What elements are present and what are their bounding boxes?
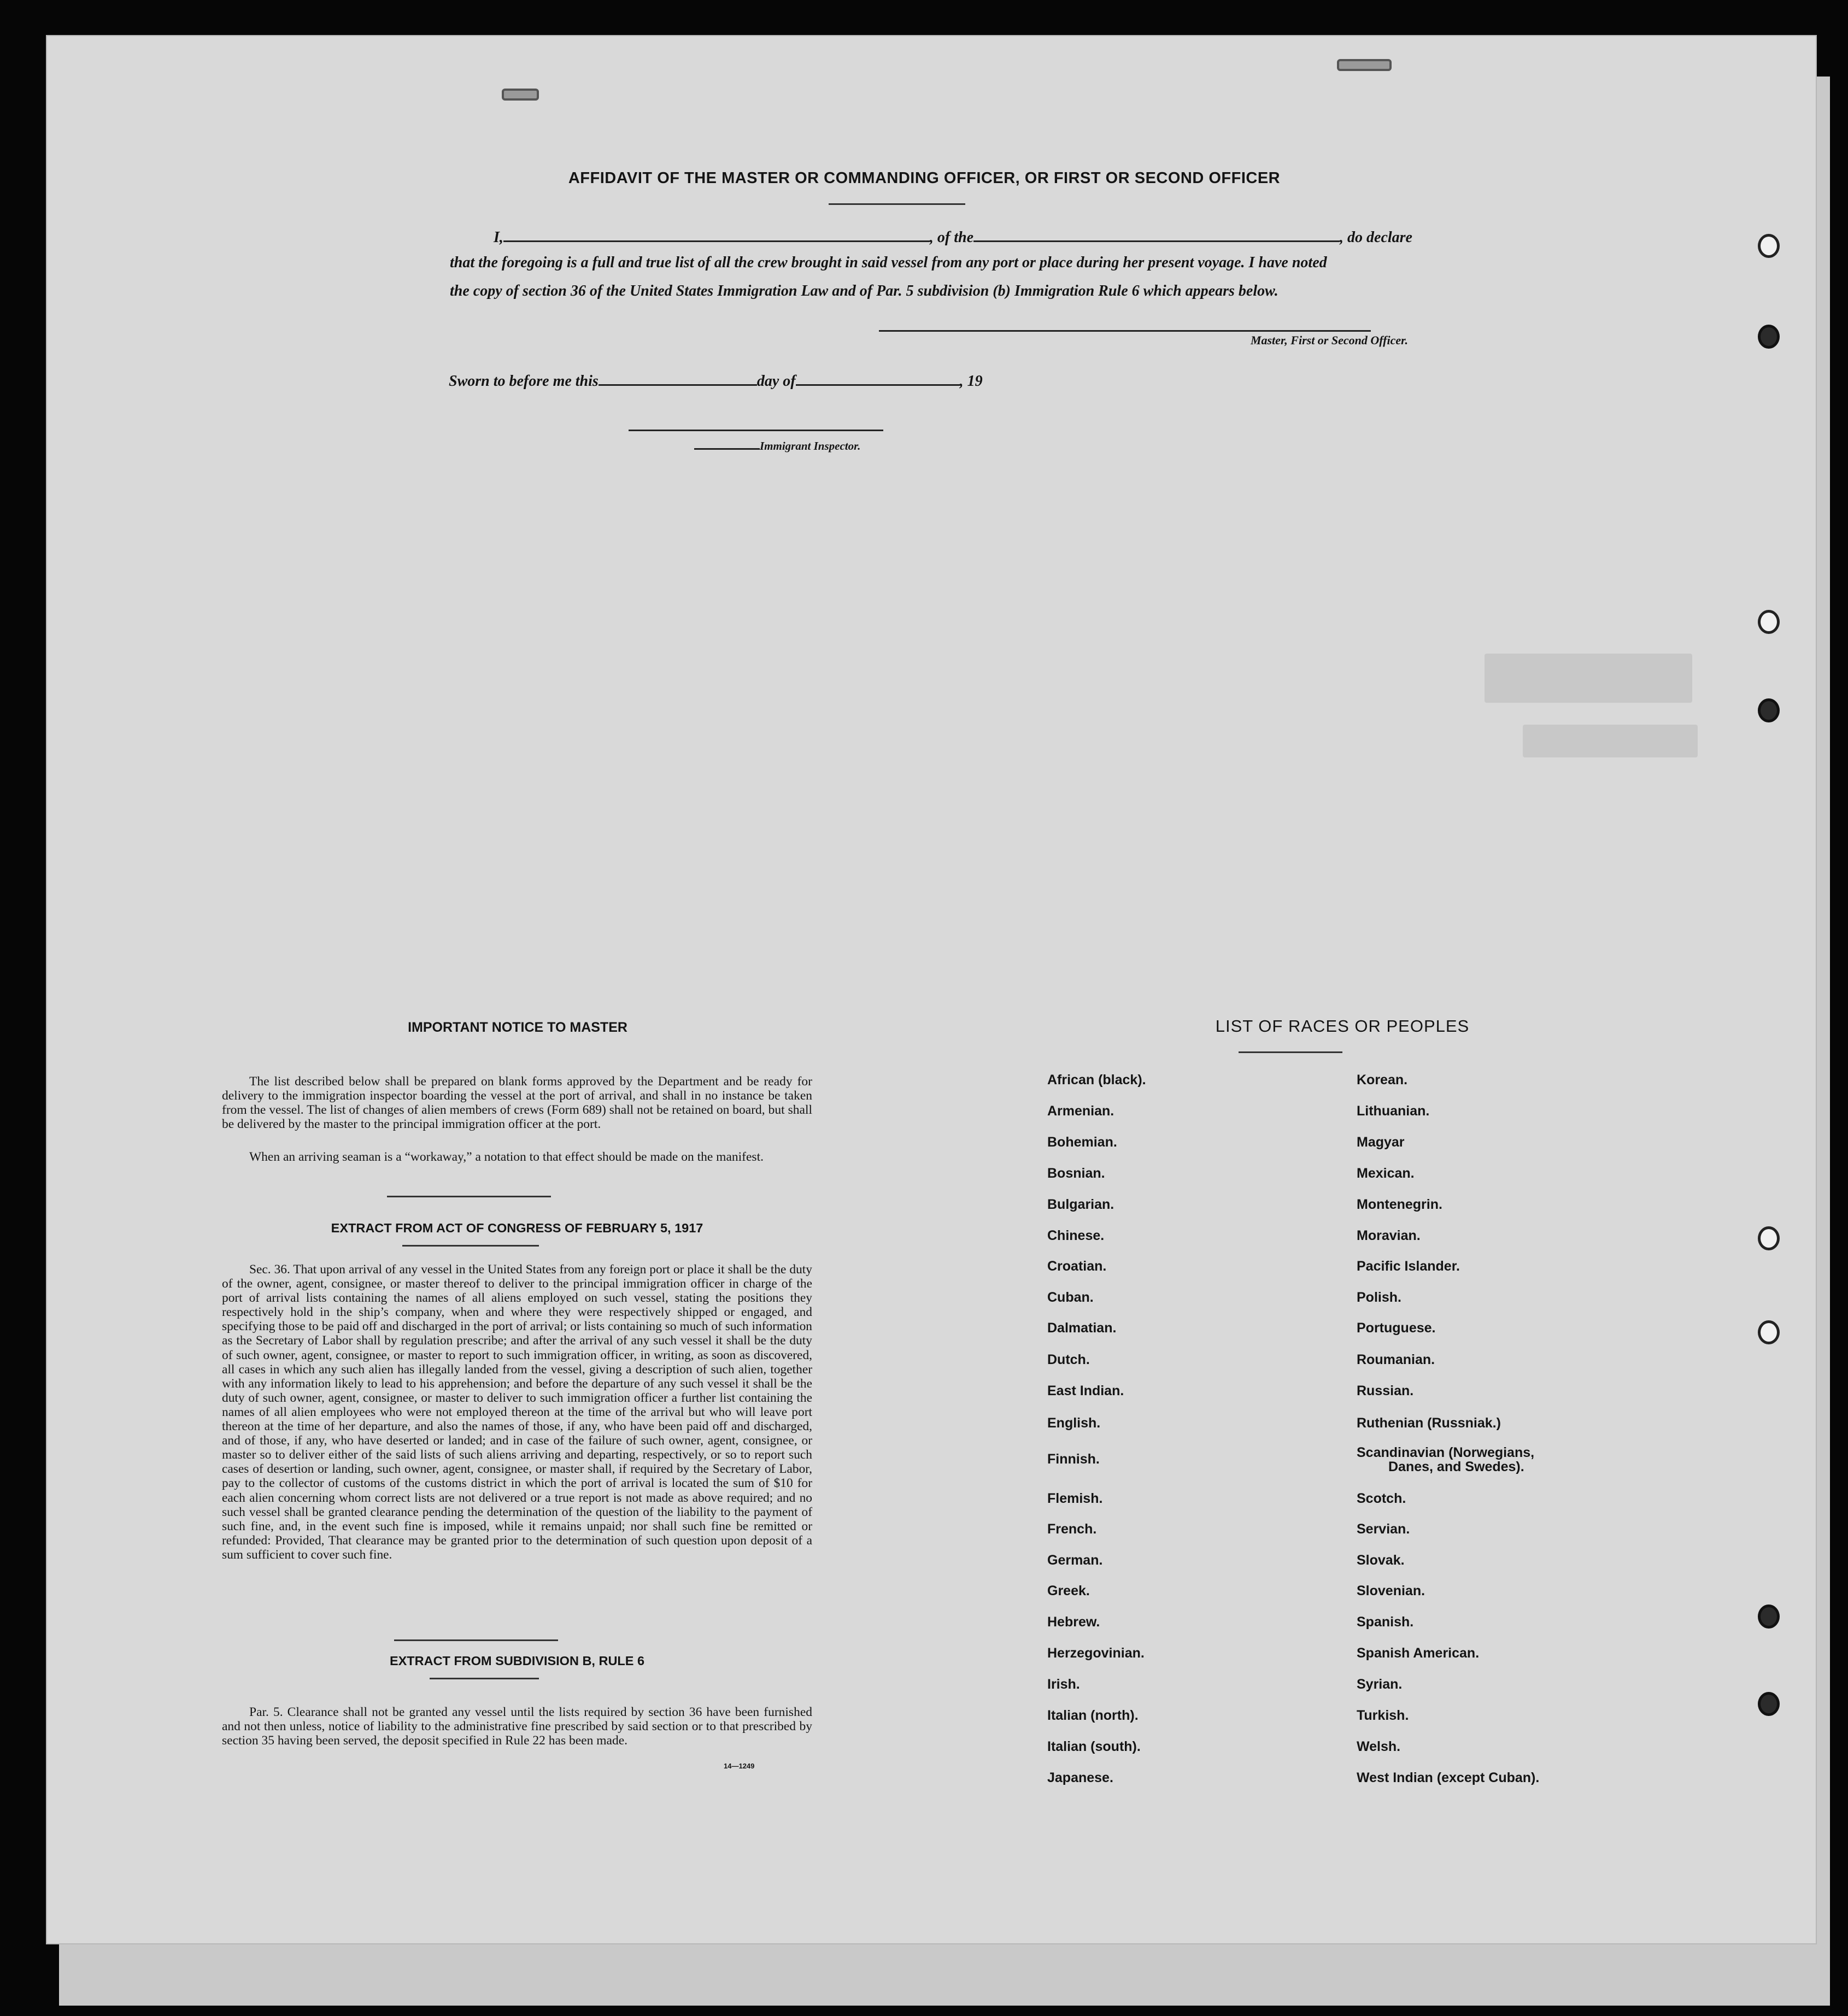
vessel-blank[interactable] — [973, 240, 1340, 242]
race-item: Russian. — [1357, 1383, 1414, 1398]
race-item: Slovak. — [1357, 1553, 1405, 1568]
binder-hole — [1758, 1604, 1780, 1629]
bleed-through-smudge — [1523, 725, 1698, 757]
officer-signature-caption: Master, First or Second Officer. — [1250, 333, 1408, 347]
race-item: African (black). — [1047, 1072, 1146, 1088]
act-extract-title: EXTRACT FROM ACT OF CONGRESS OF FEBRUARY 5, 1917 — [331, 1221, 703, 1235]
race-item: Bosnian. — [1047, 1166, 1105, 1181]
race-item: Japanese. — [1047, 1770, 1113, 1785]
bleed-through-smudge — [1485, 654, 1692, 703]
sworn-day-label: day of — [756, 373, 796, 390]
act-extract-divider — [394, 1639, 558, 1641]
name-blank[interactable] — [503, 240, 930, 242]
race-item: Spanish. — [1357, 1614, 1414, 1630]
notice-paragraph-2: When an arriving seaman is a “workaway,” a notation to that effect should be made on the manifest. — [249, 1150, 764, 1164]
race-item: Croatian. — [1047, 1259, 1107, 1274]
binder-hole — [1758, 1320, 1780, 1344]
affidavit-declare-label: , do declare — [1340, 229, 1412, 246]
race-item: Welsh. — [1357, 1739, 1401, 1754]
form-number: 14—1249 — [724, 1762, 755, 1770]
manifest-page — [47, 36, 1816, 1943]
notice-divider — [387, 1196, 551, 1197]
race-item: Portuguese. — [1357, 1320, 1436, 1336]
race-item: German. — [1047, 1553, 1103, 1568]
affidavit-line-2: that the foregoing is a full and true list of all the crew brought in said vessel from any port or place during her present voyage. I have noted — [450, 254, 1327, 271]
sworn-year-label: , 19 — [959, 373, 983, 390]
race-item: Bohemian. — [1047, 1135, 1117, 1150]
race-item: Bulgarian. — [1047, 1197, 1114, 1212]
inspector-signature-line[interactable] — [629, 430, 883, 431]
act-extract-rule — [402, 1245, 539, 1247]
affidavit-line-3: the copy of section 36 of the United States Immigration Law and of Par. 5 subdivision (b) Immigration Rule 6 which appears below. — [450, 283, 1278, 299]
race-item: Magyar — [1357, 1135, 1405, 1150]
race-item: Spanish American. — [1357, 1645, 1480, 1661]
race-item: Cuban. — [1047, 1290, 1094, 1305]
race-item: Lithuanian. — [1357, 1103, 1430, 1119]
race-item: Polish. — [1357, 1290, 1401, 1305]
affidavit-declaration — [450, 223, 1445, 306]
race-item: Scotch. — [1357, 1491, 1406, 1506]
race-item: Herzegovinian. — [1047, 1645, 1145, 1661]
binder-hole — [1758, 1226, 1780, 1250]
sworn-month-blank[interactable] — [796, 384, 960, 386]
race-item: Chinese. — [1047, 1228, 1105, 1243]
race-item: West Indian (except Cuban). — [1357, 1770, 1540, 1785]
race-item: Moravian. — [1357, 1228, 1421, 1243]
binder-hole — [1758, 610, 1780, 634]
sworn-date-blank[interactable] — [599, 384, 757, 386]
race-item: English. — [1047, 1415, 1101, 1431]
binder-hole — [1758, 698, 1780, 722]
inspector-caption-rule — [694, 448, 760, 450]
race-item: Roumanian. — [1357, 1352, 1435, 1367]
race-item: Dalmatian. — [1047, 1320, 1117, 1336]
race-item: Flemish. — [1047, 1491, 1103, 1506]
race-item: East Indian. — [1047, 1383, 1124, 1398]
affidavit-of-the-label: , of the — [929, 229, 974, 246]
race-item: Turkish. — [1357, 1708, 1409, 1723]
race-item: French. — [1047, 1521, 1097, 1537]
sworn-line — [449, 373, 983, 390]
paper-clip-left — [502, 89, 539, 101]
notice-paragraph-1: The list described below shall be prepared on blank forms approved by the Department and be ready for delivery to the immigration inspector boarding the vessel at the port of arrival, and shall in no instance be taken from the vessel. The list of changes of alien members of crews (Form 689) shall not be retained on board, but shall be delivered by the master to the principal immigration officer at the port. — [222, 1074, 812, 1131]
race-item: Mexican. — [1357, 1166, 1415, 1181]
race-item: Ruthenian (Russniak.) — [1357, 1415, 1501, 1431]
binder-hole — [1758, 234, 1780, 258]
affidavit-title: AFFIDAVIT OF THE MASTER OR COMMANDING OFFICER, OR FIRST OR SECOND OFFICER — [568, 169, 1281, 187]
race-item: Servian. — [1357, 1521, 1410, 1537]
binder-hole — [1758, 325, 1780, 349]
race-item: Pacific Islander. — [1357, 1259, 1460, 1274]
race-item: Syrian. — [1357, 1677, 1403, 1692]
race-item: Slovenian. — [1357, 1583, 1425, 1598]
race-item: Hebrew. — [1047, 1614, 1100, 1630]
officer-signature-line[interactable] — [879, 330, 1371, 332]
race-item: Greek. — [1047, 1583, 1090, 1598]
race-item: Scandinavian (Norwegians, — [1357, 1445, 1535, 1460]
race-item: Danes, and Swedes). — [1388, 1459, 1524, 1474]
race-item: Korean. — [1357, 1072, 1408, 1088]
inspector-caption: Immigrant Inspector. — [760, 439, 861, 452]
races-title-rule — [1239, 1051, 1342, 1053]
race-item: Dutch. — [1047, 1352, 1090, 1367]
race-item: Montenegrin. — [1357, 1197, 1442, 1212]
races-title: LIST OF RACES OR PEOPLES — [1215, 1016, 1470, 1036]
notice-title: IMPORTANT NOTICE TO MASTER — [408, 1020, 627, 1035]
inspector-caption-row — [694, 439, 860, 453]
race-item: Irish. — [1047, 1677, 1080, 1692]
rule-extract-rule — [430, 1678, 539, 1679]
race-item: Armenian. — [1047, 1103, 1114, 1119]
race-item: Italian (north). — [1047, 1708, 1139, 1723]
affidavit-i-label: I, — [494, 229, 503, 246]
rule-extract-text: Par. 5. Clearance shall not be granted any vessel until the lists required by section 36 have been furnished and not then unless, notice of liability to the administrative fine prescribed by said section or to that prescribed by section 35 having been served, the deposit specified in Rule 22 has been made. — [222, 1705, 812, 1748]
affidavit-title-rule — [829, 203, 965, 205]
act-extract-text: Sec. 36. That upon arrival of any vessel in the United States from any foreign port or place it shall be the duty of the owner, agent, consignee, or master thereof to deliver to the principal immigration officer in charge of the port of arrival lists containing the names of all aliens employed on such vessel, stating the positions they respectively hold in the ship’s company, when and where they were respectively shipped or engaged, and specifying those to be paid off and discharged in the port of arrival; or lists containing so much of such information as the Secretary of Labor shall by regulation prescribe; and after the arrival of any such vessel it shall be the duty of such owner, agent, consignee, or master to report to such immigration officer, in writing, as soon as discovered, all cases in which any such alien has illegally landed from the vessel, giving a description of such alien, together with any information likely to lead to his apprehension; and before the departure of any such vessel it shall be the duty of such owner, agent, consignee, or master to deliver to such immigration officer a further list containing the names of all alien employees who were not employed thereon at the time of the arrival but who will leave port thereon at the time of her departure, and also the names of those, if any, who have been paid off and discharged, and of those, if any, who have deserted or landed; and in case of the failure of such owner, agent, consignee, or master so to deliver either of the said lists of such aliens arriving and departing, respectively, or so to report such cases of desertion or landing, such owner, agent, consignee, or master shall, if required by the Secretary of Labor, pay to the collector of customs of the customs district in which the port of arrival is located the sum of $10 for each alien concerning whom correct lists are not delivered or a true report is not made as above required; and no such vessel shall be granted clearance pending the determination of the question of the liability to the payment of such fine, and, in the event such fine is imposed, while it remains unpaid; nor shall such fine be remitted or refunded: Provided, That clearance may be granted prior to the determination of such question upon deposit of a sum sufficient to cover such fine. — [222, 1262, 812, 1562]
binder-hole — [1758, 1692, 1780, 1716]
rule-extract-title: EXTRACT FROM SUBDIVISION B, RULE 6 — [389, 1654, 645, 1668]
sworn-prefix: Sworn to before me this — [449, 373, 599, 390]
paper-clip-right — [1337, 59, 1392, 71]
race-item: Finnish. — [1047, 1451, 1100, 1467]
race-item: Italian (south). — [1047, 1739, 1141, 1754]
